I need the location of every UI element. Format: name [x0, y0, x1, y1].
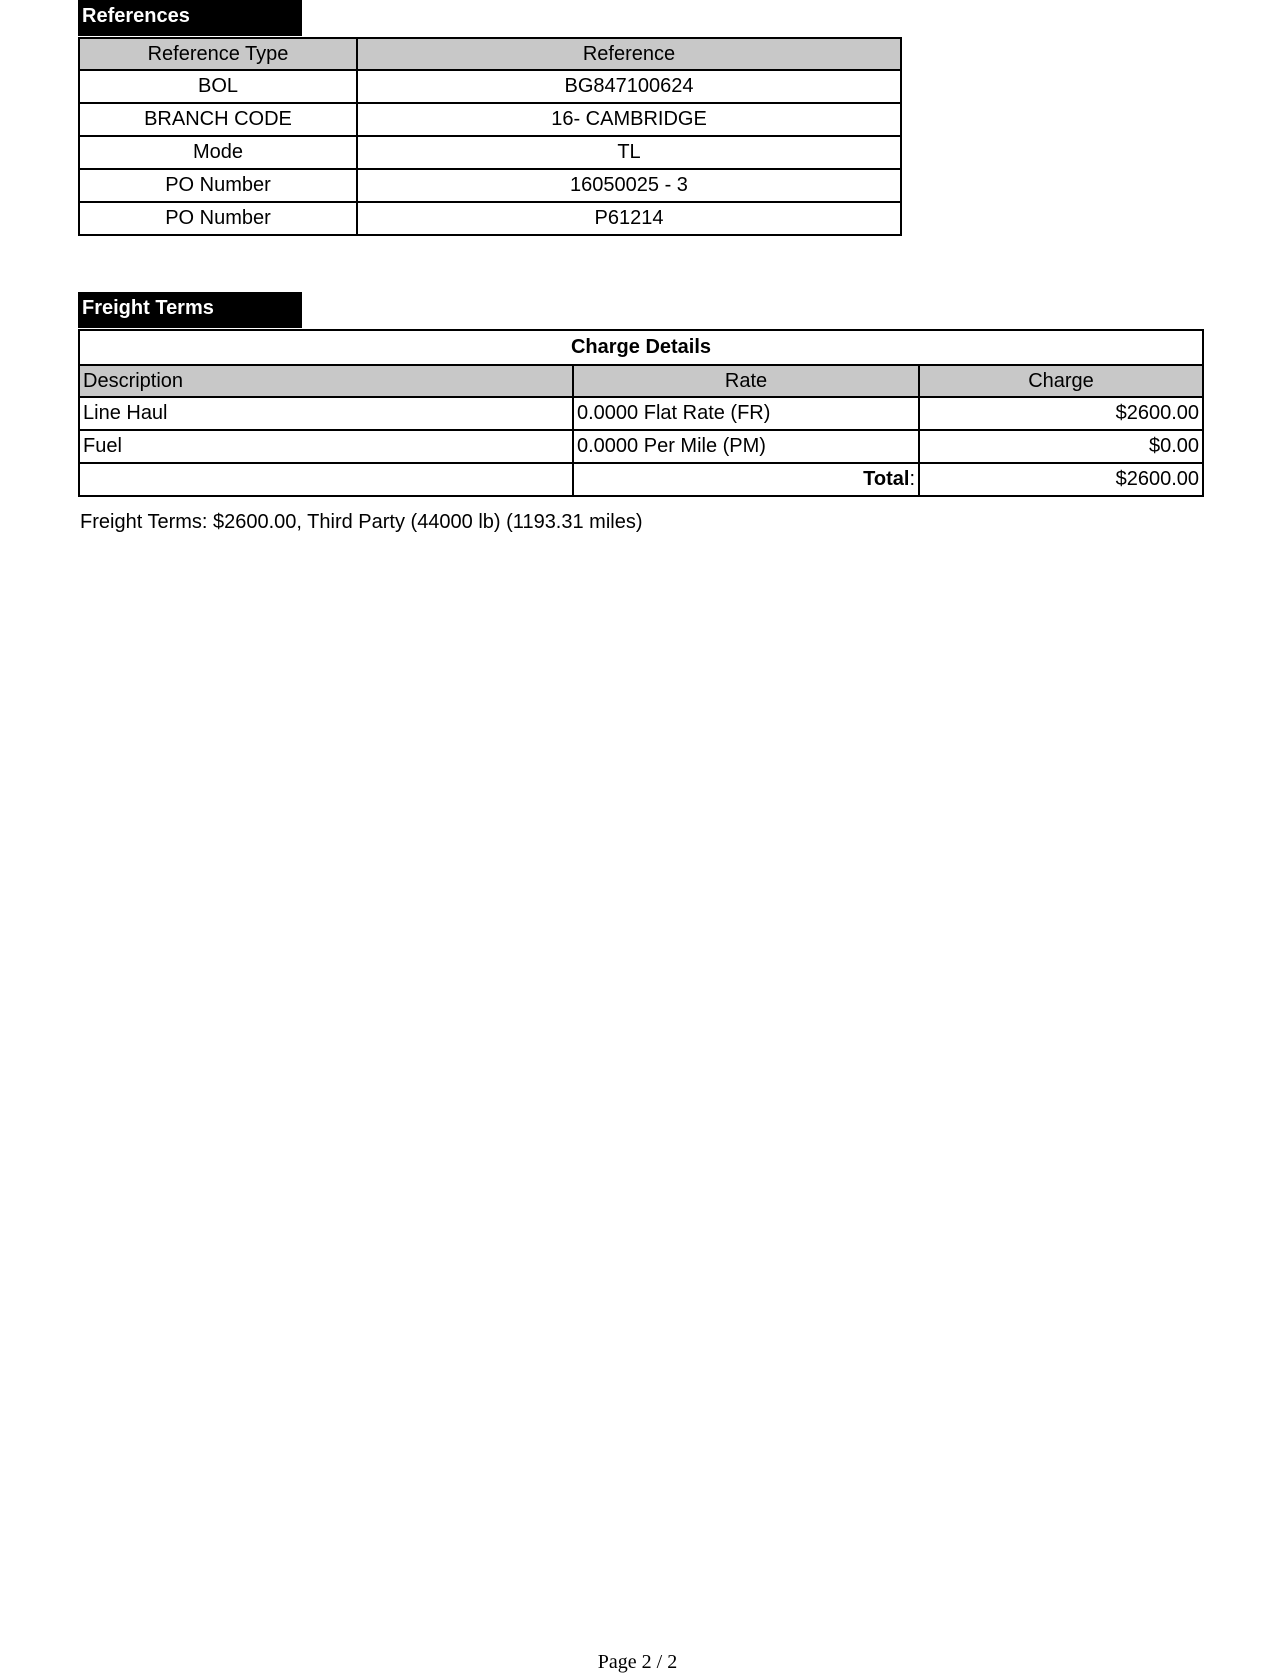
reference-value-cell: P61214	[357, 202, 901, 235]
table-row	[79, 103, 901, 136]
freight-terms-header: Freight Terms	[78, 292, 302, 328]
charge-details-title: Charge Details	[79, 330, 1203, 365]
reference-type-cell: PO Number	[79, 202, 357, 235]
reference-type-cell: BOL	[79, 70, 357, 103]
table-row	[79, 136, 901, 169]
total-label: Total	[863, 468, 910, 490]
page-number: Page 2 / 2	[597, 1651, 678, 1673]
column-header-charge: Charge	[919, 365, 1203, 397]
charge-rate-cell: 0.0000 Flat Rate (FR)	[573, 397, 919, 430]
charge-details-table	[78, 329, 1204, 497]
reference-type-cell: Mode	[79, 136, 357, 169]
freight-terms-summary: Freight Terms: $2600.00, Third Party (44000 lb) (1193.31 miles)	[80, 511, 643, 533]
table-row	[79, 70, 901, 103]
reference-type-cell: BRANCH CODE	[79, 103, 357, 136]
column-header-rate: Rate	[573, 365, 919, 397]
reference-value-cell: 16- CAMBRIDGE	[357, 103, 901, 136]
table-row	[79, 202, 901, 235]
charge-amount-cell: $2600.00	[919, 397, 1203, 430]
column-header-reference-type: Reference Type	[79, 38, 357, 70]
charge-rate-cell: 0.0000 Per Mile (PM)	[573, 430, 919, 463]
references-table	[78, 37, 902, 236]
table-row	[79, 430, 1203, 463]
reference-value-cell: 16050025 - 3	[357, 169, 901, 202]
charge-description-cell: Line Haul	[79, 397, 573, 430]
charge-amount-cell: $0.00	[919, 430, 1203, 463]
column-header-reference: Reference	[357, 38, 901, 70]
reference-type-cell: PO Number	[79, 169, 357, 202]
table-header-row	[79, 365, 1203, 397]
total-value-cell: $2600.00	[919, 463, 1203, 496]
total-empty-cell	[79, 463, 573, 496]
total-row	[79, 463, 1203, 496]
reference-value-cell: BG847100624	[357, 70, 901, 103]
table-header-row	[79, 38, 901, 70]
total-label-cell: Total:	[573, 463, 919, 496]
charge-description-cell: Fuel	[79, 430, 573, 463]
table-row	[79, 169, 901, 202]
column-header-description: Description	[79, 365, 573, 397]
table-row	[79, 397, 1203, 430]
reference-value-cell: TL	[357, 136, 901, 169]
references-header: References	[78, 0, 302, 36]
charge-details-title-row	[79, 330, 1203, 365]
